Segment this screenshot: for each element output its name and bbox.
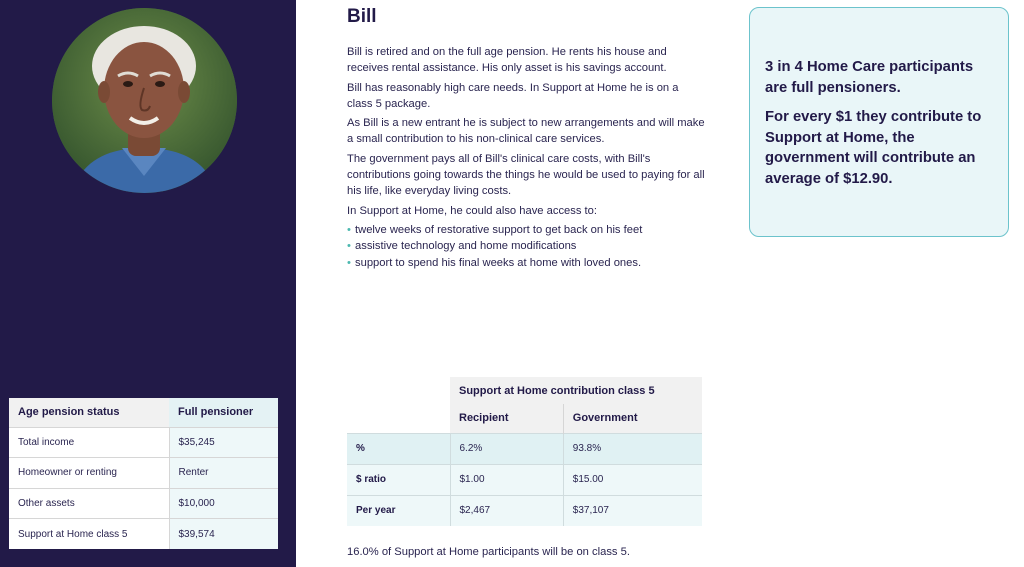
recipient-cell: $2,467 (450, 495, 563, 526)
page-title: Bill (347, 6, 377, 27)
case-study-body (347, 44, 707, 271)
access-list (347, 222, 707, 271)
list-item: • support to spend his final weeks at home with loved ones. (347, 255, 707, 271)
callout-line: For every $1 they contribute to Support at Home, the government will contribute an average of $12.90. (765, 109, 982, 187)
paragraph: The government pays all of Bill's clinical care costs, with Bill's contributions going towards the things he would be used to paying for all his life, like everyday living costs. (347, 152, 705, 198)
elderly-man-portrait-image (52, 8, 237, 193)
row-label: $ ratio (347, 464, 450, 495)
header-value: Full pensioner (169, 398, 278, 427)
table-header-row (9, 398, 278, 427)
row-label: Per year (347, 495, 450, 526)
government-cell: $15.00 (563, 464, 702, 495)
row-value: $35,245 (169, 427, 278, 458)
list-item: • assistive technology and home modifications (347, 238, 707, 254)
portrait-photo (52, 8, 237, 193)
group-header: Support at Home contribution class 5 (450, 377, 702, 404)
row-value: $10,000 (169, 488, 278, 519)
table-row (9, 427, 278, 458)
paragraph: Bill is retired and on the full age pension. He rents his house and receives rental assistance. His only asset is his savings account. (347, 46, 667, 75)
row-label: Total income (9, 427, 169, 458)
recipient-cell: $1.00 (450, 464, 563, 495)
row-label: Support at Home class 5 (9, 519, 169, 550)
row-label: Homeowner or renting (9, 458, 169, 489)
paragraph: As Bill is a new entrant he is subject to new arrangements and will make a small contribution to his non-clinical care services. (347, 117, 705, 146)
recipient-cell: 6.2% (450, 433, 563, 464)
table-header-row (347, 377, 702, 404)
callout-line: 3 in 4 Home Care participants are full pensioners. (765, 59, 974, 96)
table-row (9, 519, 278, 550)
row-label: % (347, 433, 450, 464)
statistics-callout (749, 7, 1009, 237)
blank-header-cell (347, 404, 450, 433)
contribution-table (347, 377, 702, 526)
table-row (9, 488, 278, 519)
table-row (9, 458, 278, 489)
pension-profile-table (9, 398, 278, 549)
row-value: Renter (169, 458, 278, 489)
table-row (347, 433, 702, 464)
footnote: 16.0% of Support at Home participants will be on class 5. (347, 546, 630, 558)
blank-header-cell (347, 377, 450, 404)
paragraph: Bill has reasonably high care needs. In Support at Home he is on a class 5 package. (347, 81, 679, 110)
table-row (347, 495, 702, 526)
table-row (347, 464, 702, 495)
paragraph: In Support at Home, he could also have access to: (347, 204, 597, 217)
government-cell: 93.8% (563, 433, 702, 464)
table-header-row (347, 404, 702, 433)
row-value: $39,574 (169, 519, 278, 550)
government-cell: $37,107 (563, 495, 702, 526)
column-header-government: Government (563, 404, 702, 433)
row-label: Other assets (9, 488, 169, 519)
column-header-recipient: Recipient (450, 404, 563, 433)
list-item: • twelve weeks of restorative support to get back on his feet (347, 222, 707, 238)
header-label: Age pension status (9, 398, 169, 427)
